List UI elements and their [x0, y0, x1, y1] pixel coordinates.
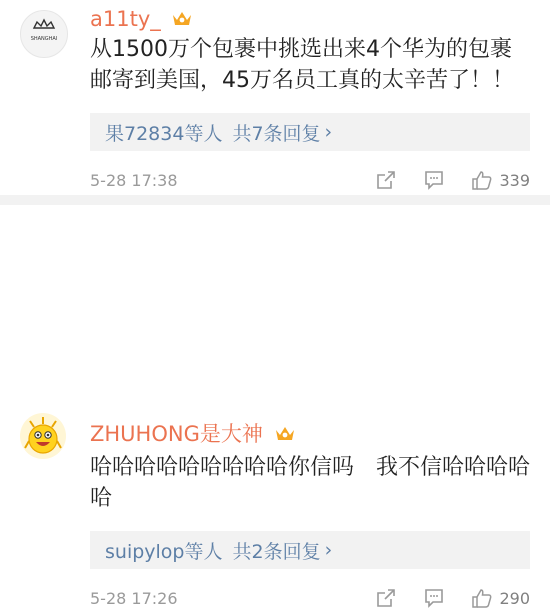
comment-icon[interactable]: [423, 587, 445, 609]
share-icon[interactable]: [375, 587, 397, 609]
username-text[interactable]: ZHUHONG是大神: [90, 422, 263, 446]
vip-badge-icon: [274, 423, 296, 449]
replies-count[interactable]: 共2条回复: [232, 540, 321, 563]
comment-meta: [90, 584, 530, 612]
like-count: 339: [499, 170, 530, 190]
comment-item: [0, 200, 550, 608]
like-count: 290: [499, 588, 530, 608]
replies-preview[interactable]: [90, 113, 530, 151]
avatar[interactable]: [20, 10, 68, 58]
avatar[interactable]: [20, 413, 66, 459]
chevron-right-icon: ›: [324, 121, 333, 143]
like-button[interactable]: [471, 587, 530, 609]
comment-text: 从1500万个包裹中挑选出来4个华为的包裹邮寄到美国，45万名员工真的太辛苦了！！: [90, 37, 514, 93]
avatar-logo-text: SHANGHAI: [30, 36, 58, 42]
like-button[interactable]: [471, 169, 530, 191]
share-icon[interactable]: [375, 169, 397, 191]
username[interactable]: [90, 6, 193, 34]
thumbs-up-icon[interactable]: [471, 587, 493, 609]
comment-meta: [90, 166, 530, 194]
comment-item: [0, 0, 550, 200]
timestamp: 5-28 17:26: [90, 588, 178, 608]
username-text[interactable]: a11ty_: [90, 7, 161, 31]
comment-icon[interactable]: [423, 169, 445, 191]
replies-preview[interactable]: [90, 531, 530, 569]
timestamp: 5-28 17:38: [90, 170, 178, 190]
replies-users[interactable]: 果72834等人: [105, 122, 223, 145]
replies-users[interactable]: suipylop等人: [105, 540, 223, 563]
crown-logo-icon: [22, 12, 66, 56]
chevron-right-icon: ›: [324, 539, 333, 561]
emoji-face-icon: [20, 413, 66, 459]
thumbs-up-icon[interactable]: [471, 169, 493, 191]
comment-text: 哈哈哈哈哈哈哈哈哈你信吗 我不信哈哈哈哈哈: [90, 455, 531, 511]
replies-count[interactable]: 共7条回复: [232, 122, 321, 145]
username[interactable]: [90, 421, 296, 449]
vip-badge-icon: [171, 8, 193, 34]
